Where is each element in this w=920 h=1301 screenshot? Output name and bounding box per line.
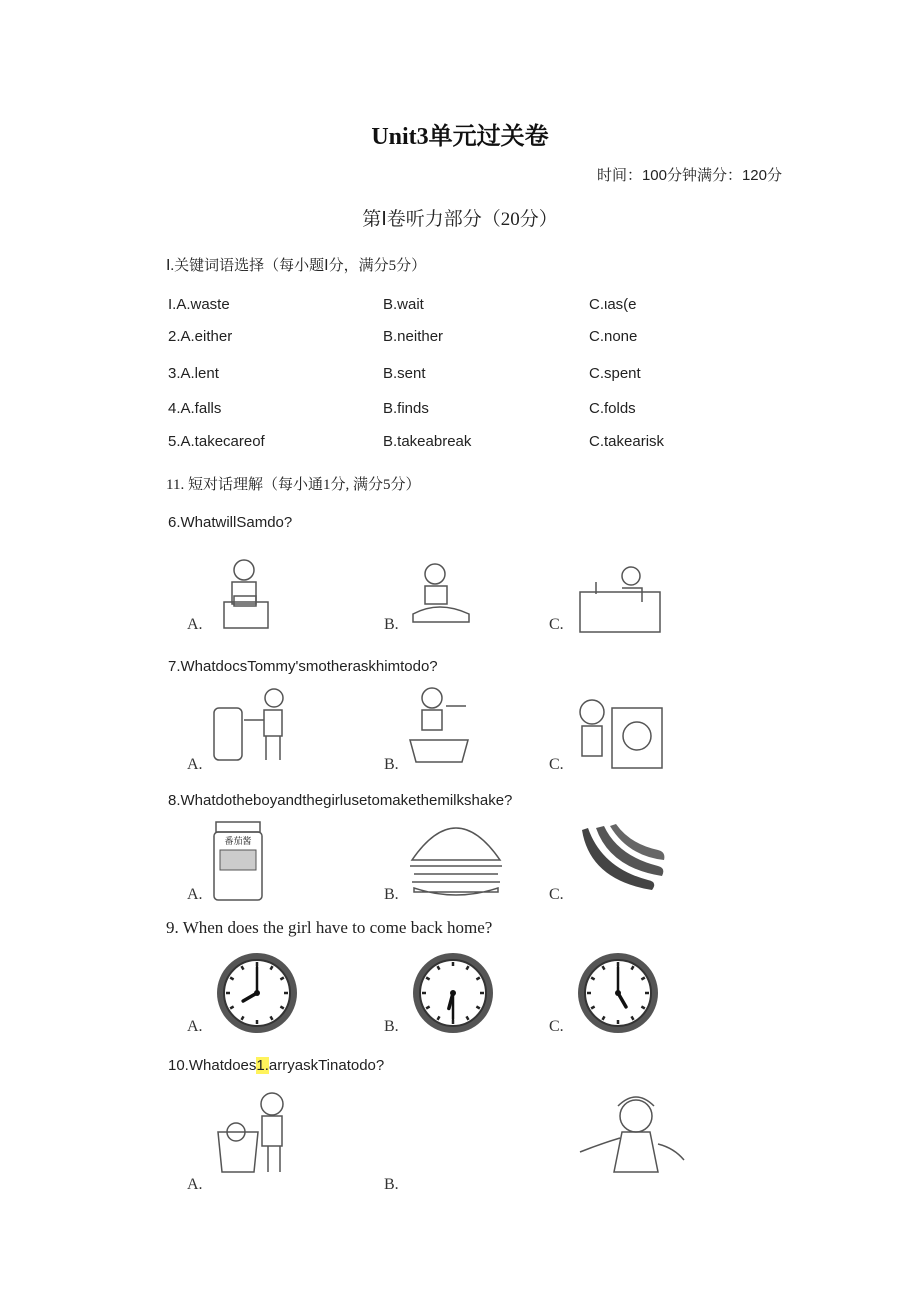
q7-picture-c-icon [576, 696, 668, 770]
q7-label-a: A. [187, 756, 203, 773]
q9-text: 9. When does the girl have to come back home? [166, 918, 493, 937]
q4-option-b: B.finds [383, 400, 429, 417]
q3-option-b: B.sent [383, 365, 426, 382]
q6-picture-c-icon [576, 562, 666, 634]
q1-option-c: C.ιas(e [589, 296, 637, 313]
q10-text [168, 1057, 384, 1074]
q1-option-a: I.A.waste [168, 296, 230, 313]
q10-label-b: B. [384, 1176, 399, 1193]
q9-label-a: A. [187, 1018, 203, 1035]
q3-option-c: C.spent [589, 365, 641, 382]
q8-picture-a-icon [210, 820, 266, 902]
q6-label-a: A. [187, 616, 203, 633]
section2-heading: 11. 短对话理解（每小通1分, 满分5分） [166, 477, 421, 493]
q9-label-c: C. [549, 1018, 564, 1035]
q7-label-c: C. [549, 756, 564, 773]
q8-label-b: B. [384, 886, 399, 903]
q1-option-b: B.wait [383, 296, 424, 313]
q9-label-b: B. [384, 1018, 399, 1035]
q8-text: 8.Whatdotheboyandthegirlusetomakethemilkshake? [168, 792, 513, 809]
q10-label-a: A. [187, 1176, 203, 1193]
page-title: Unit3单元过关卷 [371, 124, 549, 150]
q8-label-a: A. [187, 886, 203, 903]
q10-picture-a-icon [212, 1090, 300, 1174]
q7-picture-a-icon [210, 686, 292, 768]
section1-heading: Ⅰ.关键词语选择（每小题Ⅰ分，满分5分） [166, 258, 427, 274]
q6-picture-b-icon [405, 560, 475, 632]
q7-text: 7.WhatdocsTommy'smotheraskhimtodo? [168, 658, 438, 675]
q7-picture-b-icon [406, 686, 476, 766]
q8-picture-c-icon [574, 822, 666, 896]
q5-option-b: B.takeabreak [383, 433, 472, 450]
time-info: 时间：100分钟满分：120分 [596, 167, 782, 184]
clock-c-icon [575, 950, 661, 1036]
clock-a-icon [214, 950, 300, 1036]
part-title: 第Ⅰ卷听力部分（20分） [362, 209, 558, 230]
q6-label-c: C. [549, 616, 564, 633]
q5-option-c: C.takearisk [589, 433, 665, 450]
q6-picture-a-icon [210, 556, 280, 632]
q8-picture-b-icon [408, 824, 504, 896]
jar-label: 番茄酱 [224, 837, 252, 847]
q3-option-a: 3.A.lent [168, 365, 219, 382]
q10-text-highlight: 1. [256, 1057, 269, 1074]
q6-text: 6.WhatwillSamdo? [168, 514, 293, 531]
q2-option-b: B.neither [383, 328, 444, 345]
q4-option-c: C.folds [589, 400, 636, 417]
q4-option-a: 4.A.falls [168, 400, 222, 417]
q2-option-c: C.none [589, 328, 638, 345]
q8-label-c: C. [549, 886, 564, 903]
q10-picture-c-icon [576, 1094, 686, 1174]
q10-text-suffix: arryaskTinatodo? [268, 1057, 385, 1074]
q2-option-a: 2.A.either [168, 328, 233, 345]
q10-text-prefix: 10.Whatdoes [168, 1057, 257, 1074]
clock-b-icon [410, 950, 496, 1036]
q7-label-b: B. [384, 756, 399, 773]
q5-option-a: 5.A.takecareof [168, 433, 265, 450]
q6-label-b: B. [384, 616, 399, 633]
